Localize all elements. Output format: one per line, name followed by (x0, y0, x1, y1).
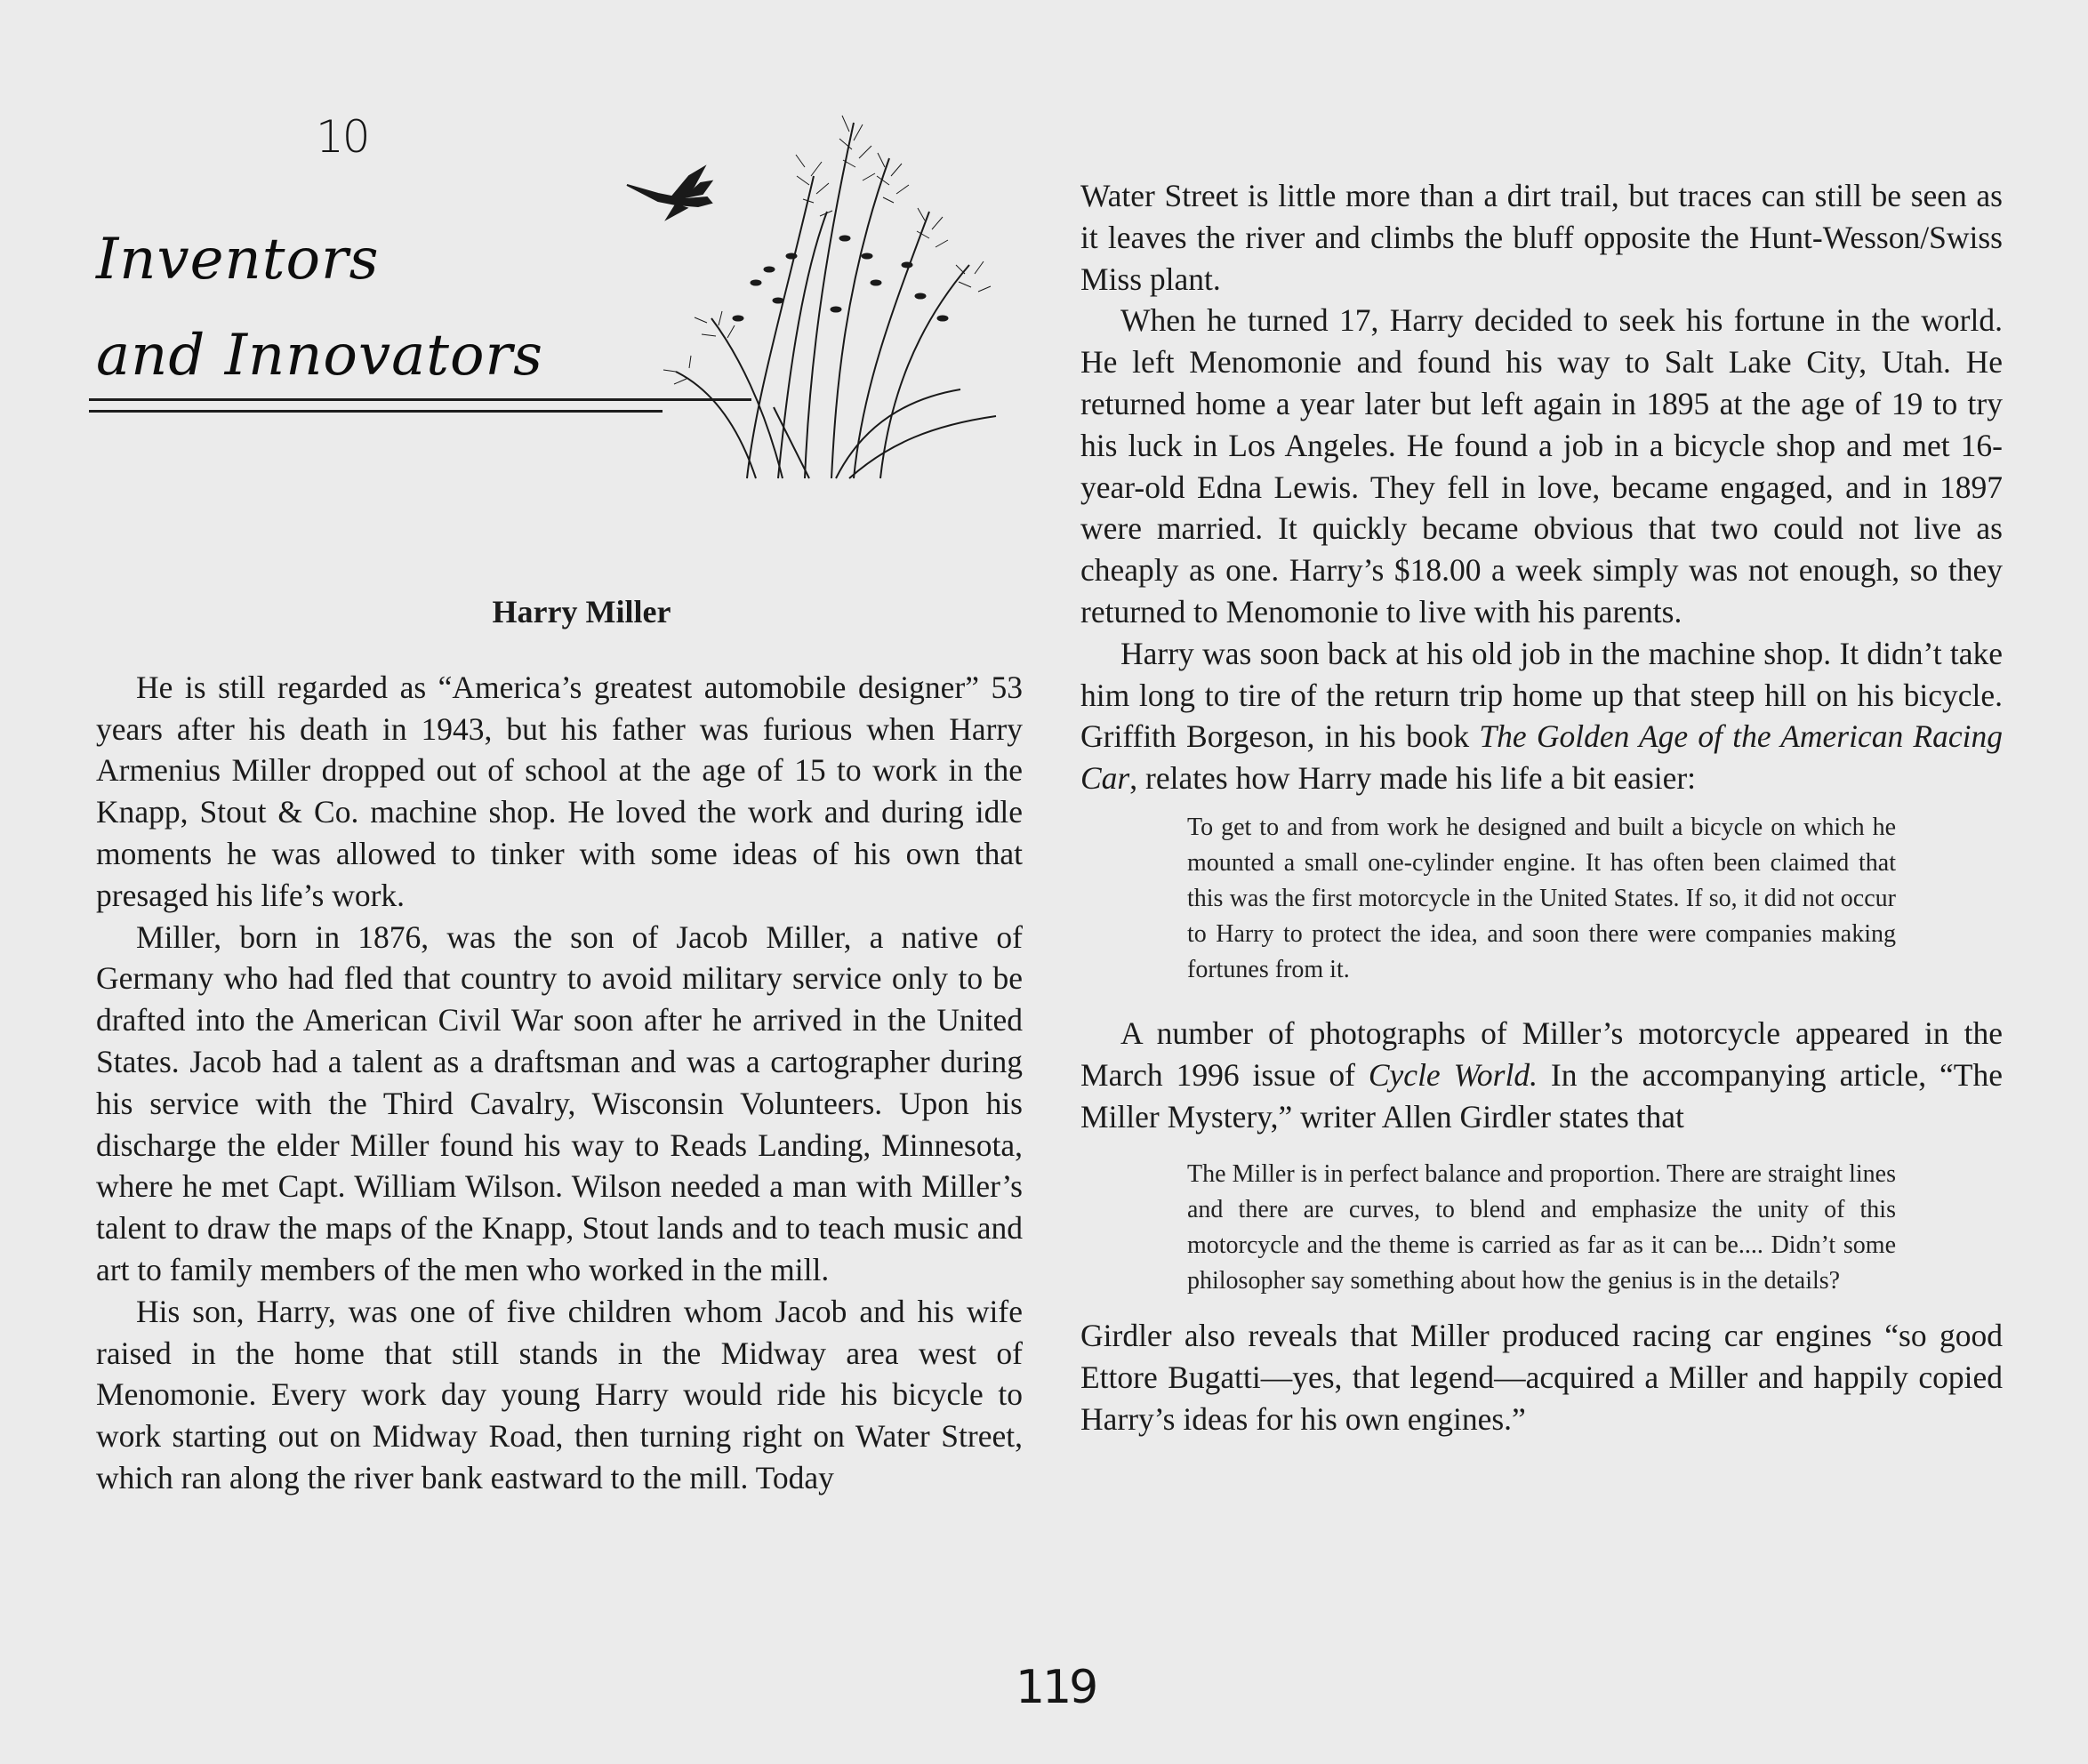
paragraph: Girdler also reveals that Miller produced racing car engines “so good Ettore Bugatti—yes, that legend—acquired a Miller and happily copied Harry’s ideas for his own engines.” (1080, 1318, 2003, 1437)
block-quote: The Miller is in perfect balance and proportion. There are straight lines and there are curves, to blend and emphasize the unity of this motorcycle and the theme is carried as far as it can be.... Didn’t some philosopher say something about how the genius is in the details? (1187, 1160, 1896, 1295)
paragraph: When he turned 17, Harry decided to seek his fortune in the world. He left Menomonie and found his way to Salt Lake City, Utah. He returned home a year later but left again in 1895 at the age of 19 to try his luck in Los Angeles. He found a job in a bicycle shop and met 16-year-old Edna Lewis. They fell in love, became engaged, and in 1897 were married. It quickly became obvious that two could not live as cheaply as one. Harry’s $18.00 a week simply was not enough, so they returned to Menomonie to live with his parents. (1080, 302, 2003, 629)
book-title: The Golden Age of the American Racing Car (1080, 718, 2003, 797)
grass-seed-heads (663, 116, 991, 384)
paragraph: Miller, born in 1876, was the son of Jacob Miller, a native of Germany who had fled that country to avoid military service only to be drafted into the American Civil War soon after he arrived in the United States. Jacob had a talent as a draftsman and was a cartographer during his service with the Third Cavalry, Wisconsin Volunteers. Upon his discharge the elder Miller found his way to Reads Landing, Minnesota, where he met Capt. William Wilson. Wilson needed a man with Miller’s talent to draw the maps of the Knapp, Stout lands and to teach music and art to family members of the men who worked in the mill. (96, 918, 1023, 1287)
left-column (96, 591, 1023, 1499)
block-quote: To get to and from work he designed and built a bicycle on which he mounted a small one-cylinder engine. It has often been claimed that this was the first motorcycle in the United States. If so, it did not occur to Harry to protect the idea, and soon there were companies making fortunes from it. (1187, 813, 1896, 983)
right-column (1080, 175, 2003, 1440)
bird-and-grasses-illustration (622, 105, 1032, 487)
text-span: A number of photographs of Miller’s motorcycle appeared in the March 1996 issue of (1080, 1014, 2003, 1093)
title-rule-bottom (89, 410, 663, 413)
text-span: In the accompanying article, “The Miller Mystery,” writer Allen Girdler states that (1080, 1056, 2003, 1135)
paragraph (1080, 1013, 2003, 1137)
text-span: Harry was soon back at his old job in the machine shop. It didn’t take him long to tire of the return trip home up that steep hill on his bicycle. Griffith Borgeson, in his book (1080, 635, 2003, 755)
paragraph: Water Street is little more than a dirt trail, but traces can still be seen as it leaves the river and climbs the bluff opposite the Hunt-Wesson/Swiss Miss plant. (1080, 178, 2003, 297)
section-heading: Harry Miller (492, 594, 671, 629)
paragraph: His son, Harry, was one of five children whom Jacob and his wife raised in the home that still stands in the Midway area west of Menomonie. Every work day young Harry would ride his bicycle to work starting out on Midway Road, then turning right on Water Street, which ran along the river bank eastward to the mill. Today (96, 1293, 1023, 1495)
text-span: , relates how Harry made his life a bit easier: (1129, 760, 1697, 797)
chapter-number: 10 (316, 111, 369, 163)
paragraph (1080, 633, 2003, 799)
page-number: 119 (1016, 1661, 1096, 1714)
paragraph: He is still regarded as “America’s greatest automobile designer” 53 years after his death in 1943, but his father was furious when Harry Armenius Miller dropped out of school at the age of 15 to work in the Knapp, Stout & Co. machine shop. He loved the work and during idle moments he was allowed to tinker with some ideas of his own that presaged his life’s work. (96, 669, 1023, 913)
chapter-title-line-2: and Innovators (96, 323, 543, 389)
grass-stems (676, 123, 996, 478)
bird-icon (627, 167, 711, 219)
magazine-title: Cycle World. (1368, 1056, 1538, 1093)
chapter-title-line-1: Inventors (96, 227, 380, 293)
chapter-title (96, 212, 594, 404)
